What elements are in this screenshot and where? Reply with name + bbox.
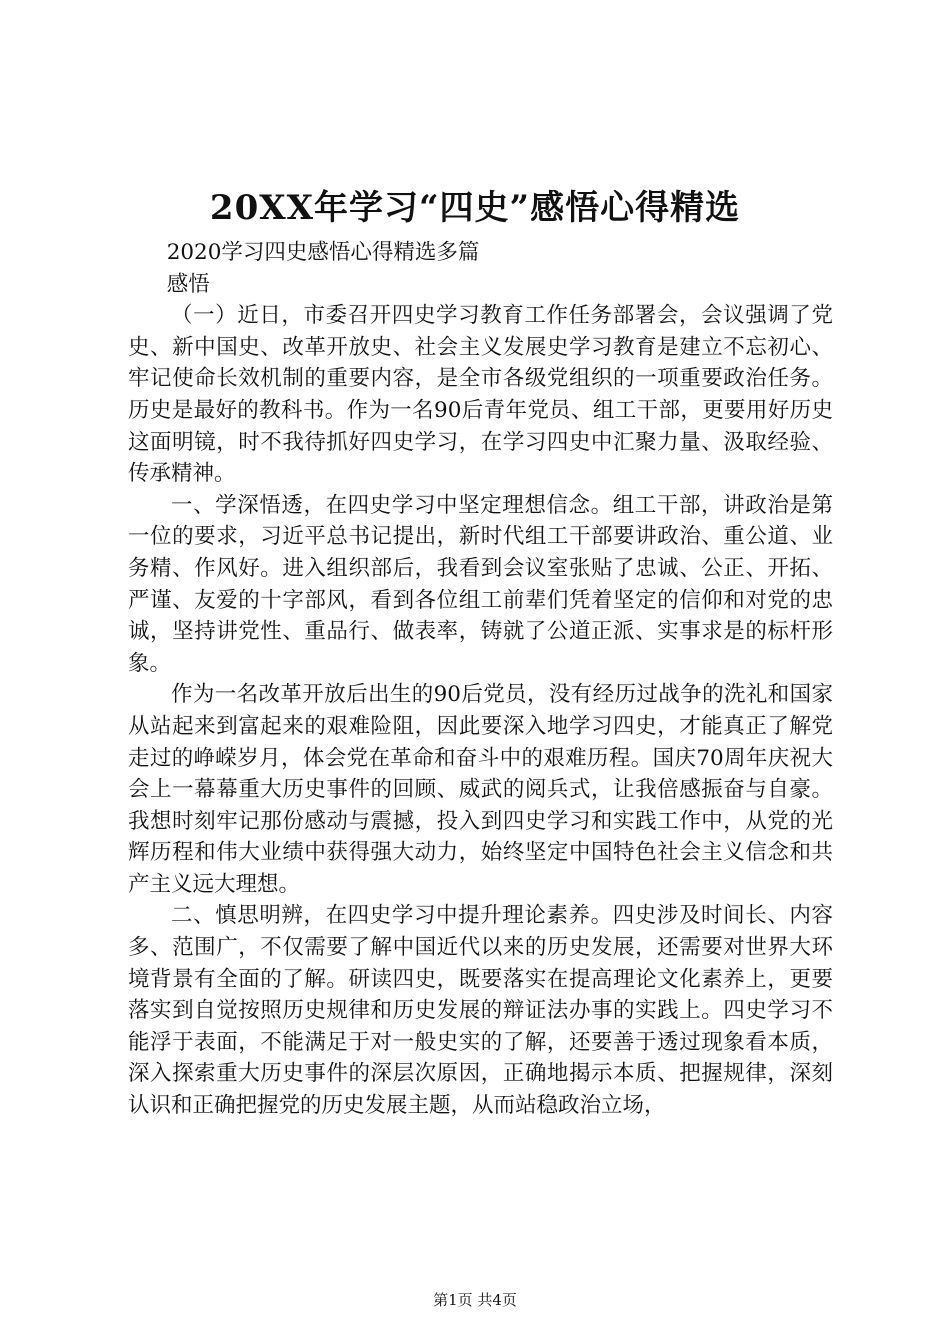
paragraph-point-two: 二、慎思明辨，在四史学习中提升理论素养。四史涉及时间长、内容多、范围广，不仅需要了解中国近代以来的历史发展，还需要对世界大环境背景有全面的了解。研读四史，既要落实在提高理论文化素养上，更要落实到自觉按照历史规律和历史发展的辩证法办事的实践上。四史学习不能浮于表面，不能满足于对一般史实的了解，还要善于透过现象看本质，深入探索重大历史事件的深层次原因，正确地揭示本质、把握规律，深刻认识和正确把握党的历史发展主题，从而站稳政治立场，	[128, 903, 833, 1119]
paragraph-intro: （一）近日，市委召开四史学习教育工作任务部署会，会议强调了党史、新中国史、改革开放史、社会主义发展史学习教育是建立不忘初心、牢记使命长效机制的重要内容，是全市各级党组织的一项重要政治任务。历史是最好的教科书。作为一名90后青年党员、组工干部，更要用好历史这面明镜，时不我待抓好四史学习，在学习四史中汇聚力量、汲取经验、传承精神。	[128, 303, 833, 487]
paragraph-experience: 作为一名改革开放后出生的90后党员，没有经历过战争的洗礼和国家从站起来到富起来的艰难险阻，因此要深入地学习四史，才能真正了解党走过的峥嵘岁月，体会党在革命和奋斗中的艰难历程。国庆70周年庆祝大会上一幕幕重大历史事件的回顾、威武的阅兵式，让我倍感振奋与自豪。我想时刻牢记那份感动与震撼，投入到四史学习和实践工作中，从党的光辉历程和伟大业绩中获得强大动力，始终坚定中国特色社会主义信念和共产主义远大理想。	[128, 682, 833, 897]
paragraph-point-one: 一、学深悟透，在四史学习中坚定理想信念。组工干部，讲政治是第一位的要求，习近平总书记提出，新时代组工干部要讲政治、重公道、业务精、作风好。进入组织部后，我看到会议室张贴了忠诚、公正、开拓、严谨、友爱的十字部风，看到各位组工前辈们凭着坚定的信仰和对党的忠诚，坚持讲党性、重品行、做表率，铸就了公道正派、实事求是的标杆形象。	[128, 492, 833, 676]
page-footer: 第1页 共4页	[433, 1291, 517, 1309]
document-title: 20XX年学习“四史”感悟心得精选	[209, 188, 741, 228]
section-label: 感悟	[166, 271, 210, 297]
document-subtitle: 2020学习四史感悟心得精选多篇	[166, 240, 480, 265]
document-body	[128, 237, 833, 1122]
